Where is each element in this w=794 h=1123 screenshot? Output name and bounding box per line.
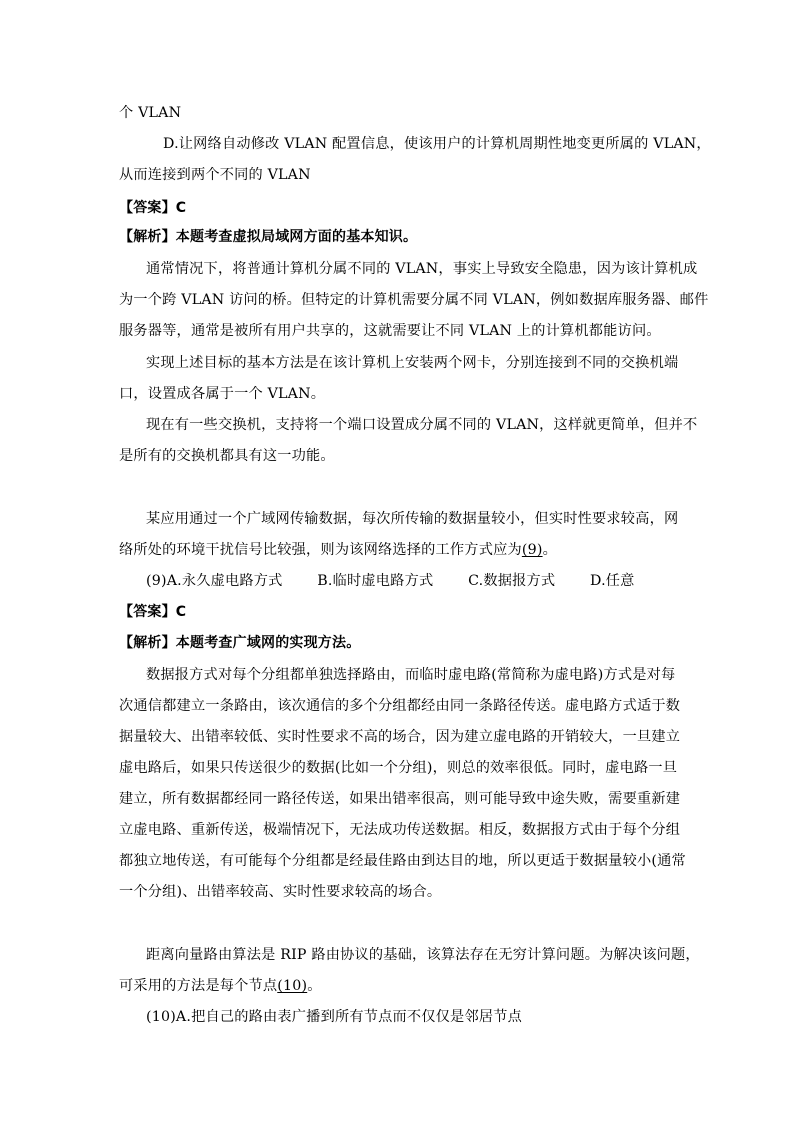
answer-label: 【答案】C [119,604,187,620]
option-c: C.数据报方式 [468,573,556,589]
paragraph-line: 都独立地传送，有可能每个分组都是经最佳路由到达目的地，所以更适于数据量较小(通常 [119,853,686,869]
paragraph-line: 服务器等，通常是被所有用户共享的，这就需要让不同 VLAN 上的计算机都能访问。 [119,323,661,339]
paragraph-line: 一个分组)、出错率较高、实时性要求较高的场合。 [119,884,442,900]
paragraph-line: 为一个跨 VLAN 访问的桥。但特定的计算机需要分属不同 VLAN，例如数据库服务器、邮件 [119,292,709,308]
paragraph-line: 现在有一些交换机，支持将一个端口设置成分属不同的 VLAN，这样就更简单，但并不 [146,417,698,433]
paragraph-line: 实现上述目标的基本方法是在该计算机上安装两个网卡，分别连接到不同的交换机端 [146,355,679,371]
option-a: (9)A.永久虚电路方式 [146,573,283,589]
analysis-heading: 【解析】本题考查广域网的实现方法。 [119,635,361,651]
answer-label: 【答案】C [119,200,187,216]
analysis-heading: 【解析】本题考查虚拟局域网方面的基本知识。 [119,229,418,245]
text-line: 个 VLAN [119,105,182,121]
paragraph-line: 立虚电路、重新传送，极端情况下，无法成功传送数据。相反，数据报方式由于每个分组 [119,822,681,838]
paragraph-line: 据量较大、出错率较低、实时性要求不高的场合，因为建立虚电路的开销较大，一旦建立 [119,729,681,745]
option-d-line: D.让网络自动修改 VLAN 配置信息，使该用户的计算机周期性地变更所属的 VLAN， [163,136,711,152]
paragraph-line: 建立，所有数据都经同一路径传送，如果出错率很高，则可能导致中途失败，需要重新建 [119,791,681,807]
paragraph-line: 虚电路后，如果只传送很少的数据(比如一个分组)，则总的效率很低。同时，虚电路一旦 [119,760,678,776]
question-10-stem [119,977,322,995]
option-d-line: 从而连接到两个不同的 VLAN [119,167,311,183]
stem-text: 。 [542,542,557,558]
paragraph-line: 次通信都建立一条路由，该次通信的多个分组都经由同一条路径传送。虚电路方式适于数 [119,698,681,714]
answer-blank: (9) [521,542,543,558]
paragraph-line: 是所有的交换机都具有这一功能。 [119,448,335,464]
paragraph-line: 通常情况下，将普通计算机分属不同的 VLAN，事实上导致安全隐患，因为该计算机成 [146,261,698,277]
paragraph-line: 数据报方式对每个分组都单独选择路由，而临时虚电路(常简称为虚电路)方式是对每 [146,667,676,683]
question-9-stem [119,541,557,559]
stem-text: 可采用的方法是每个节点 [119,978,278,994]
question-9-stem: 某应用通过一个广域网传输数据，每次所传输的数据量较小，但实时性要求较高，网 [146,511,679,527]
paragraph-line: 口，设置成各属于一个 VLAN。 [119,386,326,402]
question-10-stem: 距离向量路由算法是 RIP 路由协议的基础，该算法存在无穷计算问题。为解决该问题， [146,947,700,963]
option-b: B.临时虚电路方式 [317,573,434,589]
stem-text: 。 [307,978,322,994]
answer-blank: (10) [277,978,308,994]
option-a: (10)A.把自己的路由表广播到所有节点而不仅仅是邻居节点 [146,1009,522,1025]
question-9-options [146,572,635,590]
option-d: D.任意 [590,573,635,589]
stem-text: 络所处的环境干扰信号比较强，则为该网络选择的工作方式应为 [119,542,522,558]
